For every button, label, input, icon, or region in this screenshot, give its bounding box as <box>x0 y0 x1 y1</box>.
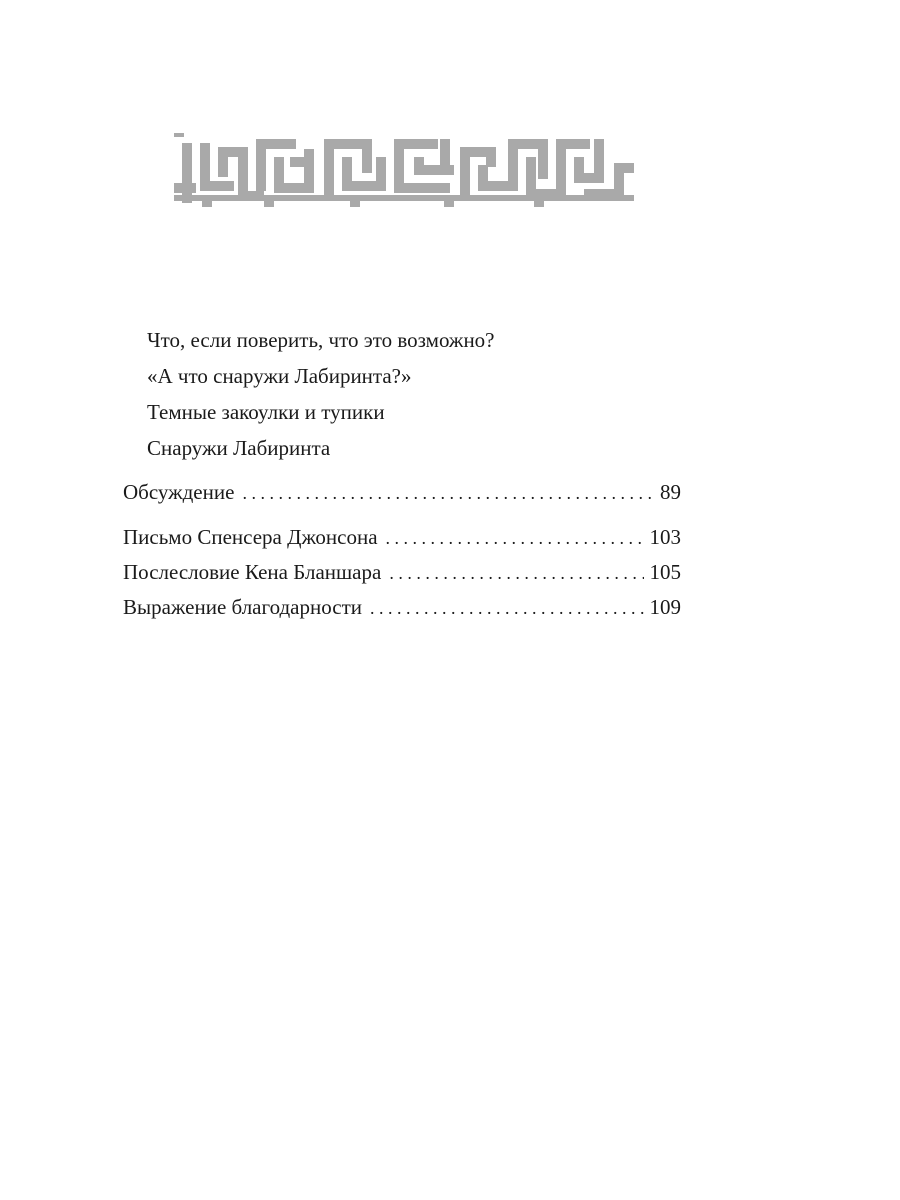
toc-entry-title: Послесловие Кена Бланшара <box>123 560 382 584</box>
toc-entry-title: Обсуждение <box>123 480 235 504</box>
toc-entry-page: 109 <box>649 595 681 619</box>
subsection-item: Темные закоулки и тупики <box>147 400 385 424</box>
toc-entry-title: Выражение благодарности <box>123 595 362 619</box>
toc-entry-page: 103 <box>649 525 681 549</box>
toc-dot-leader <box>389 556 643 590</box>
toc-entry-page: 105 <box>649 560 681 584</box>
toc-dot-leader <box>386 521 644 555</box>
toc-entry <box>123 590 681 625</box>
toc-entry <box>123 520 681 555</box>
subsection-item: Что, если поверить, что это возможно? <box>147 328 495 352</box>
subsection-item: Снаружи Лабиринта <box>147 436 331 460</box>
toc-dot-leader <box>242 476 654 510</box>
toc-list <box>123 475 681 510</box>
subsection-list <box>147 322 495 466</box>
toc-dot-leader <box>370 591 644 625</box>
maze-border-ornament-icon <box>174 133 634 211</box>
toc-list <box>123 520 681 625</box>
toc-entry <box>123 475 681 510</box>
toc-entry <box>123 555 681 590</box>
subsection-item: «А что снаружи Лабиринта?» <box>147 364 412 388</box>
toc-entry-title: Письмо Спенсера Джонсона <box>123 525 378 549</box>
toc-entry-page: 89 <box>660 480 681 504</box>
